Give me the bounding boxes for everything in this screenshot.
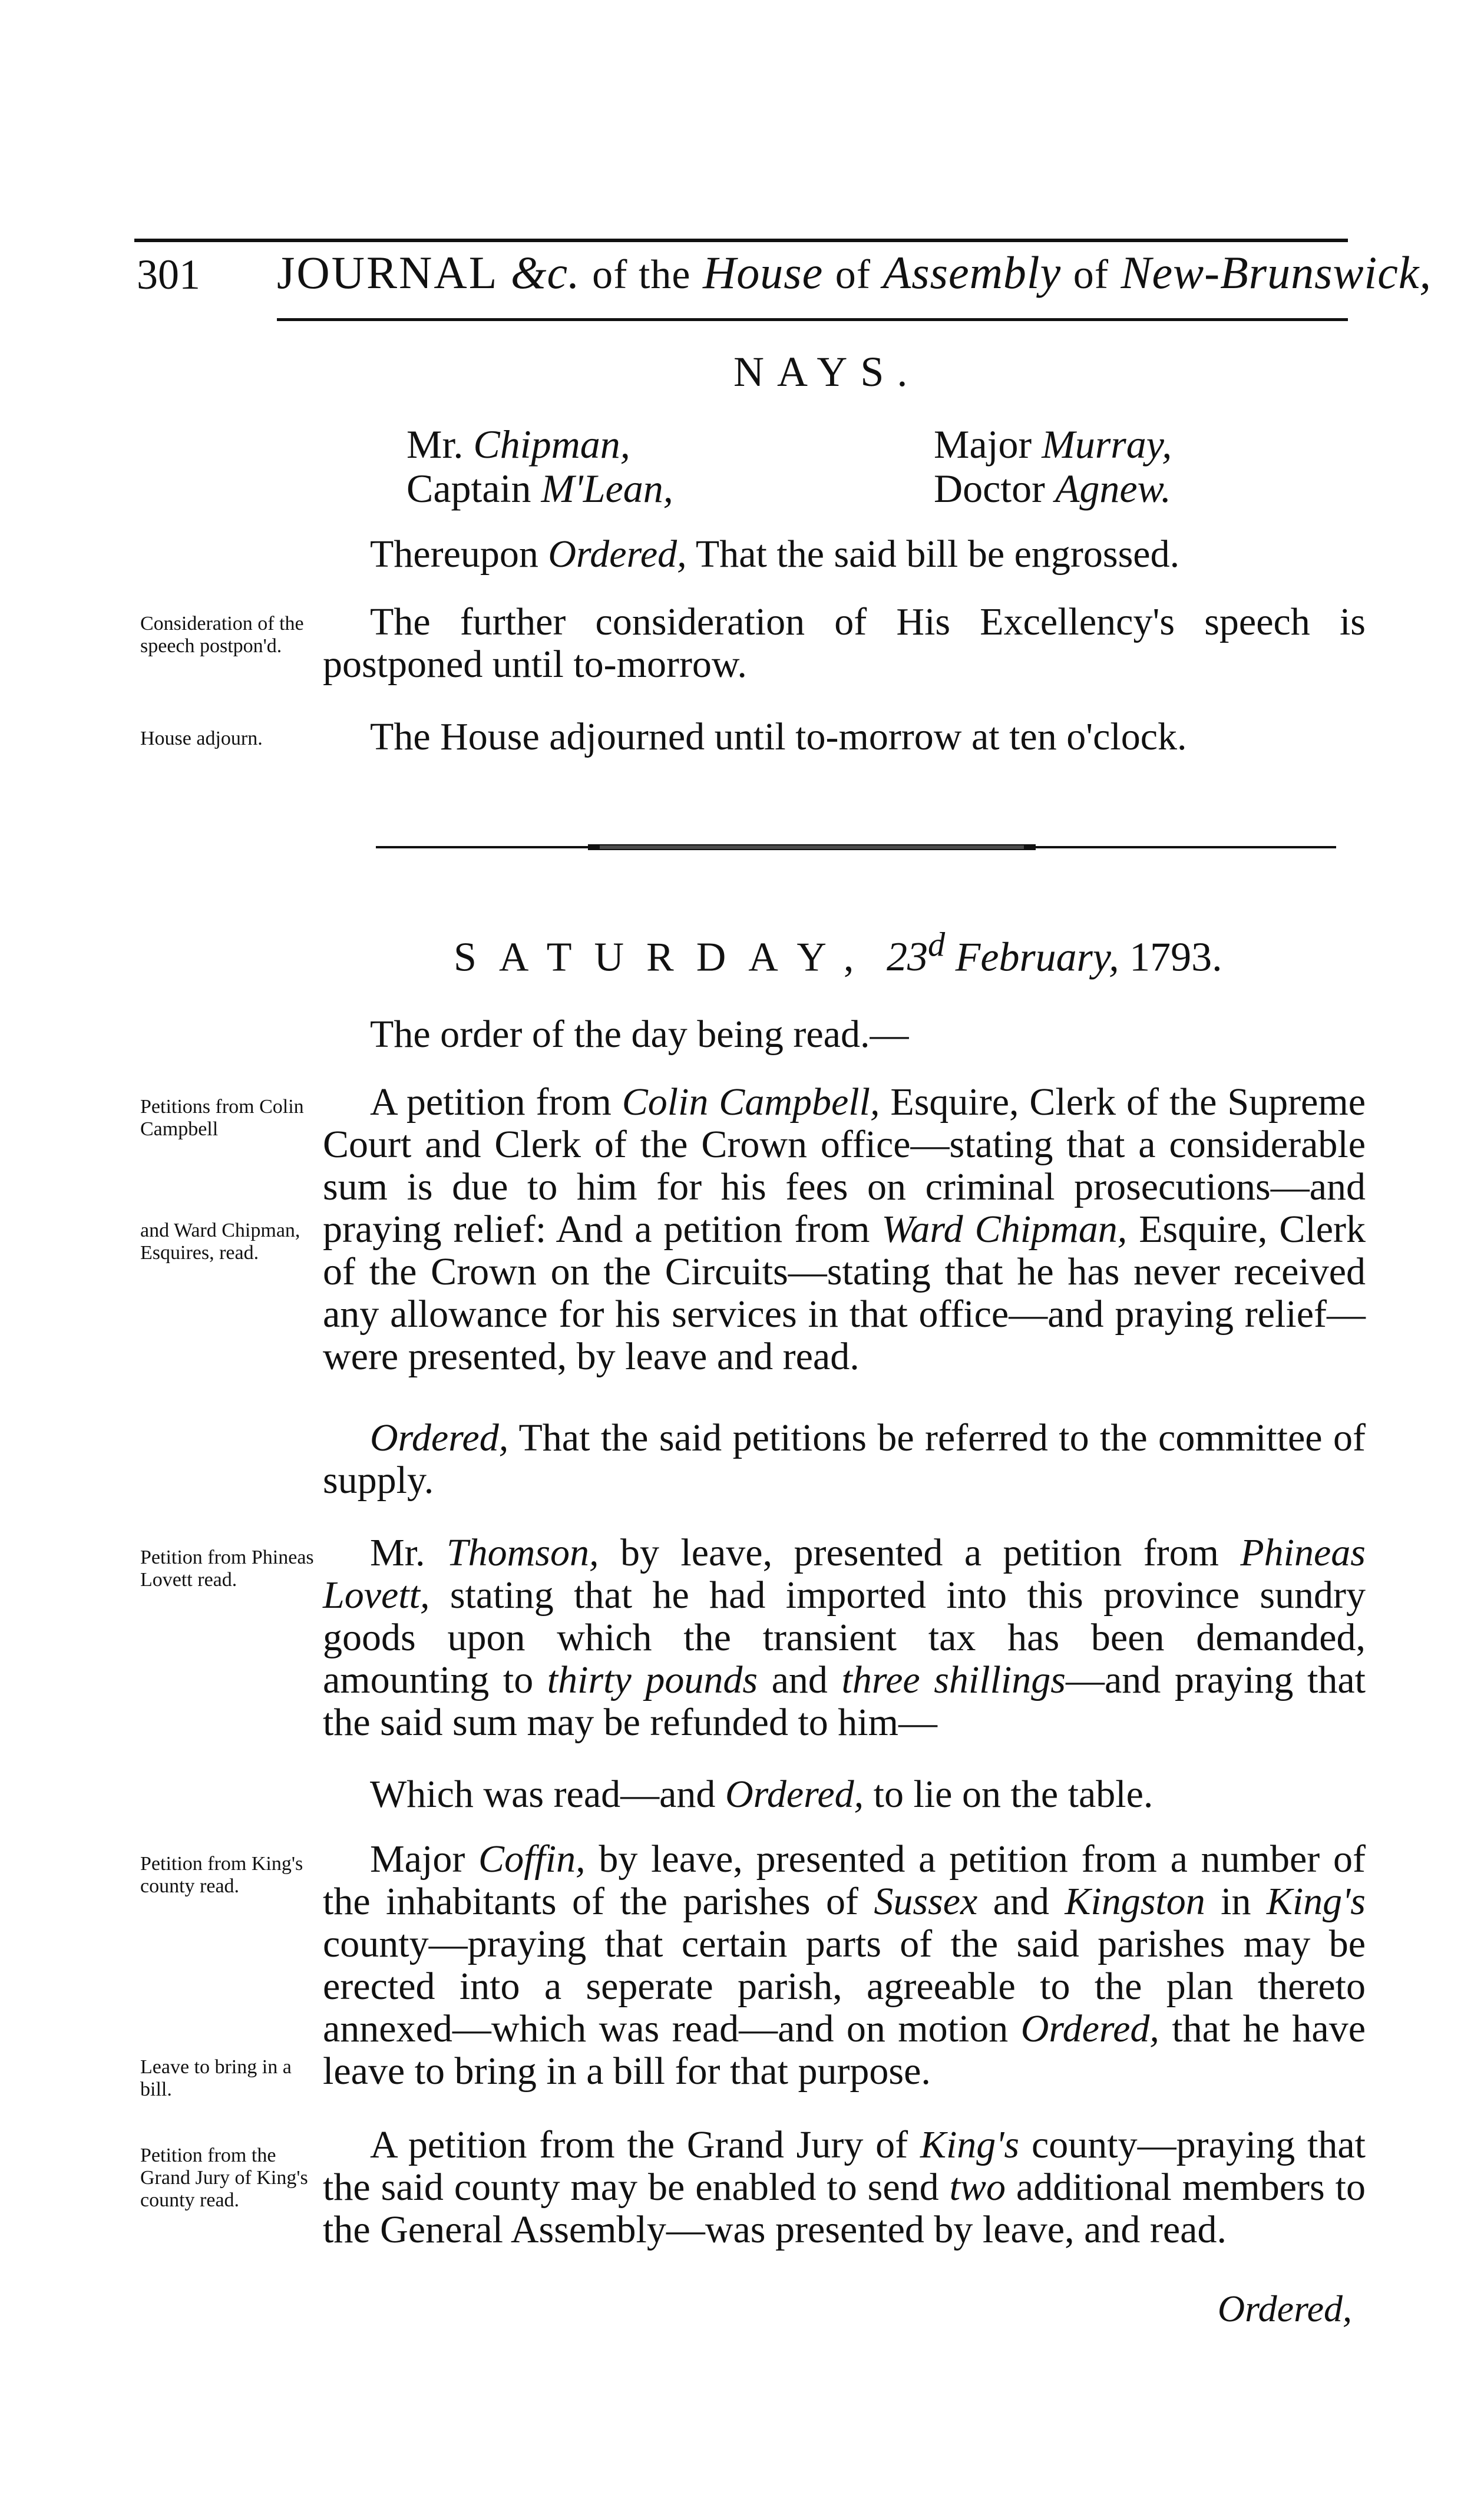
margin-note-petitions-chipman: and Ward Chipman, Esquires, read. bbox=[140, 1220, 300, 1264]
title-of: of bbox=[835, 252, 871, 298]
text-run: A petition from the Grand Jury of bbox=[370, 2123, 920, 2166]
text-run: stating that he had imported into this province sundry goods upon which the transient tax has been demanded, amounting to bbox=[323, 1574, 1366, 1701]
para-lie-on-table bbox=[323, 1773, 1366, 1816]
entry-adjourn bbox=[323, 716, 1366, 758]
text-run: to lie on the table. bbox=[864, 1773, 1154, 1816]
italic-text: Kingston bbox=[1065, 1880, 1205, 1923]
page-number: 301 bbox=[137, 251, 200, 298]
italic-text: Phineas Lovett, bbox=[323, 1531, 1366, 1617]
day-month: February, bbox=[955, 934, 1119, 980]
entry-engrossed bbox=[323, 533, 1366, 576]
para-thomson-lovett bbox=[323, 1532, 1366, 1744]
header-rule bbox=[277, 318, 1348, 321]
title-etc: &c. bbox=[510, 247, 580, 298]
ornamental-rule bbox=[376, 844, 1336, 851]
text-run: county—praying that certain parts of the said parishes may be erected into a seperate parish, agreeable to the plan thereto annexed—which was read—and on motion bbox=[323, 1922, 1366, 2050]
text-run: Which was read—and bbox=[370, 1773, 725, 1816]
nays-heading: NAYS. bbox=[733, 348, 921, 395]
day-year: 1793. bbox=[1129, 934, 1222, 980]
margin-note-petition-lovett: Petition from Phineas Lovett read. bbox=[140, 1547, 314, 1591]
italic-text: King's bbox=[1266, 1880, 1366, 1923]
text-run: by leave, presented a petition from a number of the inhabitants of the parishes of bbox=[323, 1838, 1366, 1923]
para-grand-jury bbox=[323, 2124, 1366, 2251]
para-coffin-kings bbox=[323, 1838, 1366, 2093]
text-run: and bbox=[977, 1880, 1065, 1923]
italic-text: Ordered, bbox=[370, 1416, 509, 1459]
italic-text: Ordered, bbox=[548, 533, 687, 576]
italic-text: thirty pounds bbox=[547, 1658, 758, 1701]
text-run: Mr. bbox=[370, 1531, 447, 1574]
margin-note-leave-bill: Leave to bring in a bill. bbox=[140, 2056, 292, 2100]
text-run: The House adjourned until to-morrow at ten o'clock. bbox=[370, 715, 1187, 758]
text-run: That the said bill be engrossed. bbox=[686, 533, 1180, 576]
title-of-the: of the bbox=[592, 252, 691, 298]
italic-text: King's bbox=[920, 2123, 1020, 2166]
header-rule-top bbox=[134, 239, 1348, 242]
margin-note-consideration: Consideration of the speech postpon'd. bbox=[140, 613, 304, 657]
text-run: That the said petitions be referred to the committee of supply. bbox=[323, 1416, 1366, 1502]
text-run: and bbox=[758, 1658, 842, 1701]
text-run: additional members to the General Assembly—was presented by leave, and read. bbox=[323, 2166, 1366, 2251]
italic-text: two bbox=[949, 2166, 1006, 2209]
italic-text: Ward Chipman, bbox=[881, 1208, 1128, 1251]
margin-note-petition-grand-jury: Petition from the Grand Jury of King's county read. bbox=[140, 2145, 308, 2211]
title-province: New-Brunswick, bbox=[1121, 247, 1432, 298]
title-house: House bbox=[702, 247, 824, 298]
italic-text: Colin Campbell, bbox=[622, 1081, 880, 1124]
text-run: A petition from bbox=[370, 1081, 622, 1124]
margin-note-petition-kings: Petition from King's county read. bbox=[140, 1853, 303, 1897]
title-assembly: Assembly bbox=[883, 247, 1062, 298]
italic-text: Ordered, bbox=[725, 1773, 864, 1816]
text-run: county—praying that the said county may be enabled to send bbox=[323, 2123, 1366, 2209]
text-run: in bbox=[1205, 1880, 1267, 1923]
margin-note-adjourn: House adjourn. bbox=[140, 728, 263, 749]
nay-member: Major Murray, bbox=[934, 422, 1172, 467]
catchword: Ordered, bbox=[1217, 2288, 1352, 2330]
para-petitions-campbell-chipman bbox=[323, 1081, 1366, 1378]
text-run: The order of the day being read.— bbox=[370, 1013, 909, 1056]
text-run: Thereupon bbox=[370, 533, 548, 576]
italic-text: three shillings bbox=[841, 1658, 1066, 1701]
text-run: Esquire, Clerk of the Supreme Court and Clerk of the Crown office—stating that a considerable sum is due to him for his fees on criminal prosecutions—and praying relief: And a petition from bbox=[323, 1081, 1366, 1251]
title-of2: of bbox=[1073, 252, 1109, 298]
text-run: that he have leave to bring in a bill for that purpose. bbox=[323, 2007, 1366, 2093]
day-weekday: SATURDAY, bbox=[454, 934, 877, 980]
text-run: Major bbox=[370, 1838, 479, 1881]
text-run: —and praying that the said sum may be refunded to him— bbox=[323, 1658, 1366, 1744]
nay-member: Captain M'Lean, bbox=[406, 466, 673, 511]
title-journal: JOURNAL bbox=[277, 247, 499, 298]
italic-text: Coffin, bbox=[478, 1838, 586, 1881]
margin-note-petitions-campbell: Petitions from Colin Campbell bbox=[140, 1096, 304, 1140]
text-run: by leave, presented a petition from bbox=[599, 1531, 1241, 1574]
italic-text: Thomson, bbox=[446, 1531, 599, 1574]
para-ordered-supply bbox=[323, 1417, 1366, 1502]
entry-consideration bbox=[323, 601, 1366, 686]
nay-member: Doctor Agnew. bbox=[934, 466, 1171, 511]
day-heading: SATURDAY, 23$^d$ February, 1793. bbox=[454, 926, 1222, 980]
italic-text: Sussex bbox=[874, 1880, 978, 1923]
italic-text: Ordered, bbox=[1020, 2007, 1159, 2050]
text-run: Esquire, Clerk of the Crown on the Circuits—stating that he has never received any allowance for his services in that office—and praying relief—were presented, by leave and read. bbox=[323, 1208, 1366, 1378]
running-title bbox=[277, 246, 1432, 299]
nay-member: Mr. Chipman, bbox=[406, 422, 630, 467]
text-run: The further consideration of His Excellency's speech is postponed until to-morrow. bbox=[323, 600, 1366, 686]
para-order-of-day bbox=[323, 1013, 1366, 1056]
